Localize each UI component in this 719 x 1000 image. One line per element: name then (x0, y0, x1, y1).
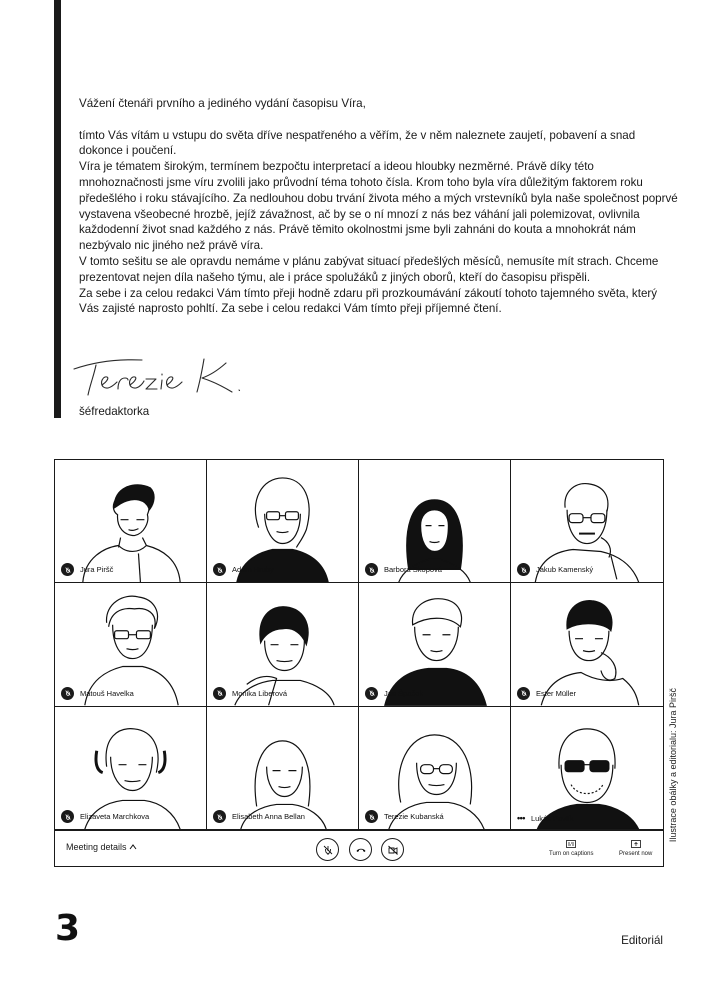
participant-name-tag (61, 563, 113, 576)
camera-off-icon (387, 844, 399, 856)
video-meeting-illustration (54, 459, 664, 867)
participant-tile (207, 707, 359, 830)
editorial-letter (79, 96, 679, 317)
participant-name-tag (517, 563, 593, 576)
microphone-off-icon (322, 844, 334, 856)
participant-tile (359, 583, 511, 706)
participant-tile (359, 460, 511, 583)
section-name: Editoriál (621, 934, 663, 947)
mic-off-icon (517, 563, 530, 576)
portrait-illustration (511, 707, 663, 829)
mic-off-icon (213, 810, 226, 823)
letter-paragraph: Víra je tématem širokým, termínem bezpočtu interpretací a ideou hloubky nezměrné. Právě díky této mnohoznačnosti jsme víru zvolili jako průvodní téma tohoto čísla. Krom toho byla víra důležitým faktorem roku předešlého i roku stávajícího. Za nedlouhou dobu trvání života mého a mých vrstevníků byla naše společnost poprvé vystavena všeobecné hrozbě, jejíž závažnost, ač by se o ní mnozí z nás bez váhání jali polemizovat, ovlivnila každodenní život snad každého z nás. Právě těmito okolnostmi jsme byli zahnáni do kouta a mnohokrát nám nezbývalo nic jiného než právě víra. (79, 160, 678, 253)
participant-tile (207, 460, 359, 583)
microphone-button (316, 838, 339, 861)
captions-button (549, 840, 593, 857)
participant-name-tag (365, 687, 423, 700)
participant-tile (511, 583, 663, 706)
participant-name-tag (517, 687, 576, 700)
letter-paragraph: V tomto sešitu se ale opravdu nemáme v plánu zabývat situací předešlých měsíců, nemusíte mít strach. Chceme prezentovat nejen díla našeho týmu, ale i práce spolužáků z jiných oborů, kteří do časopisu přispěli. (79, 254, 659, 284)
participant-tile (511, 707, 663, 830)
participant-name-tag (517, 813, 573, 823)
participant-tile (55, 460, 207, 583)
participant-tile (55, 707, 207, 830)
captions-label: Turn on captions (549, 851, 594, 857)
meeting-details-button (66, 842, 137, 852)
letter-paragraph: Za sebe i za celou redakci Vám tímto přeji hodně zdaru při prozkoumávání zákoutí tohoto tajemného světa, který Vás zajisté naprosto pohltí. Za sebe i celou redakci Vám tímto přeji příjemné čtení. (79, 286, 658, 316)
mic-off-icon (61, 687, 74, 700)
mic-off-icon (61, 810, 74, 823)
participant-grid (55, 460, 663, 830)
participant-name: Jakub Kamenský (536, 565, 594, 575)
camera-button (381, 838, 404, 861)
participant-name: Barbora Škopová (384, 565, 442, 575)
participant-name: Elizaveta Marchkova (80, 812, 150, 821)
mic-off-icon (517, 687, 530, 700)
participant-name-tag (365, 563, 442, 576)
illustration-credit: Ilustrace obálky a editorialu: Jura Piršč (668, 688, 678, 843)
meeting-control-bar (55, 830, 663, 867)
present-label: Present now (619, 851, 653, 857)
left-margin-bar (54, 0, 61, 418)
participant-name-tag (213, 687, 287, 700)
captions-icon (566, 840, 576, 848)
letter-paragraph: tímto Vás vítám u vstupu do světa dříve nespatřeného a věřím, že v něm naleznete zaujetí, pobavení a snad dokonce i poučení. (79, 128, 636, 158)
participant-name: Jan Špaček (384, 688, 424, 698)
mic-off-icon (365, 687, 378, 700)
participant-name: Matouš Havelka (80, 688, 134, 698)
participant-tile (511, 460, 663, 583)
present-screen-icon (631, 840, 641, 848)
participant-name: Jura Piršč (80, 565, 114, 575)
meeting-details-label: Meeting details (66, 842, 127, 852)
mic-off-icon (61, 563, 74, 576)
participant-name: Ester Müller (536, 688, 577, 698)
participant-name: Lukáš Pavlík (530, 813, 574, 823)
participant-name: Elisabeth Anna Bellan (232, 812, 305, 821)
participant-name: Monika Liberová (232, 688, 288, 698)
end-call-button (349, 838, 372, 861)
participant-tile (207, 583, 359, 706)
mic-off-icon (213, 563, 226, 576)
participant-name: Adam Hruby (232, 565, 274, 575)
more-options-icon: ••• (517, 813, 525, 823)
present-button (619, 840, 652, 857)
mic-off-icon (365, 563, 378, 576)
participant-name-tag (61, 687, 134, 700)
page-number: 3 (55, 908, 81, 949)
mic-off-icon (213, 687, 226, 700)
chevron-up-icon (129, 844, 137, 850)
participant-name: Terezie Kubanská (384, 812, 444, 821)
participant-name-tag (213, 810, 305, 823)
participant-tile (359, 707, 511, 830)
handwritten-signature (72, 345, 247, 401)
phone-hangup-icon (355, 844, 367, 856)
letter-greeting: Vážení čtenáři prvního a jediného vydání časopisu Víra, (79, 97, 366, 110)
participant-tile (55, 583, 207, 706)
participant-name-tag (61, 810, 149, 823)
signature-role: šéfredaktorka (79, 405, 150, 418)
participant-name-tag (213, 563, 274, 576)
participant-name-tag (365, 810, 444, 823)
mic-off-icon (365, 810, 378, 823)
